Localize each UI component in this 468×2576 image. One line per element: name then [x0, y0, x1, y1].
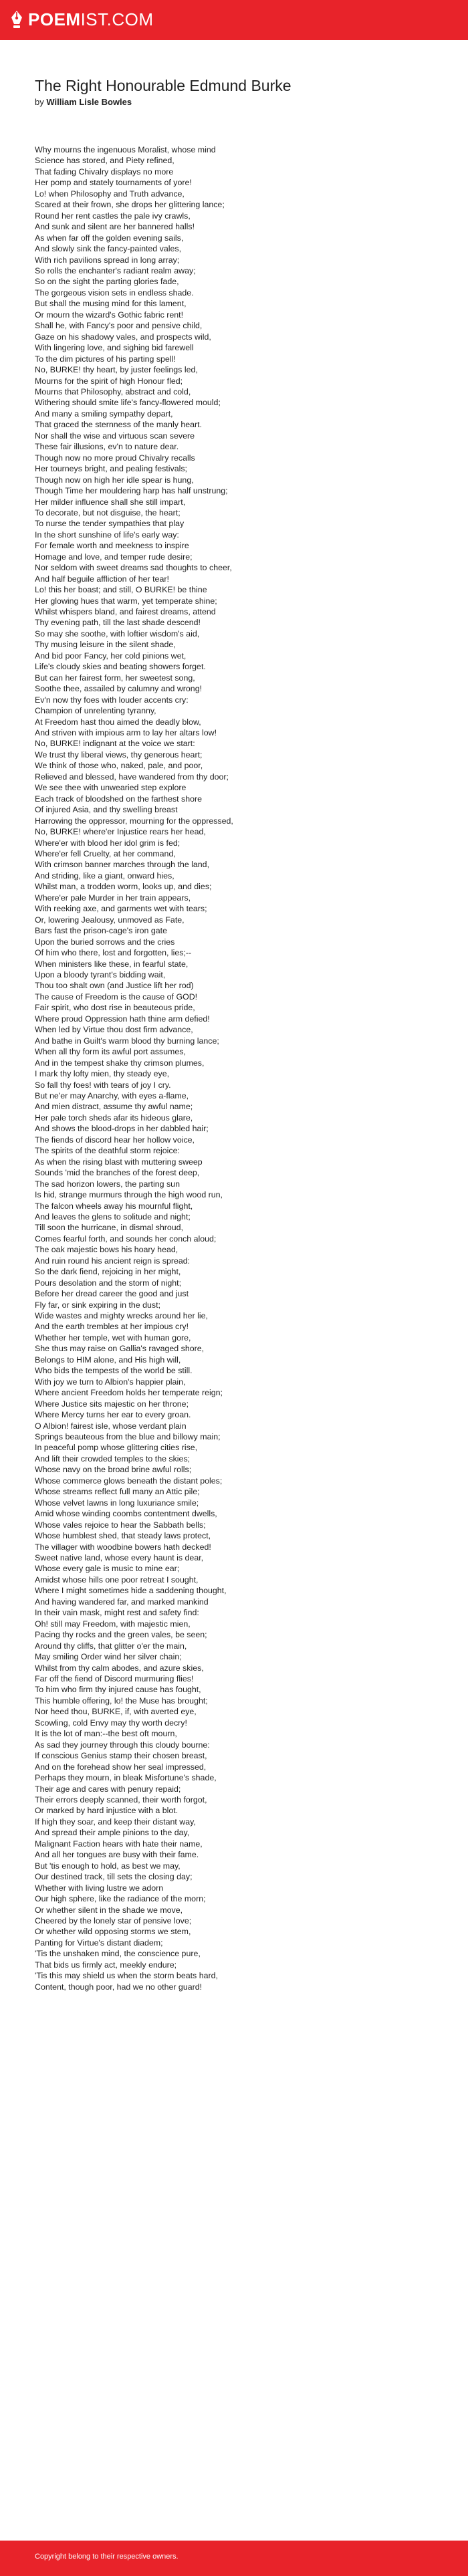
poem-line: Where Justice sits majestic on her throne;: [35, 1399, 189, 1409]
pen-nib-icon: [9, 9, 24, 29]
poem-line: In peaceful pomp whose glittering cities rise,: [35, 1443, 198, 1453]
poem-line: Sounds 'mid the branches of the forest deep,: [35, 1168, 200, 1178]
poem-line: Round her rent castles the pale ivy crawls,: [35, 211, 191, 221]
poem-line: Whose navy on the broad brine awful rolls;: [35, 1465, 192, 1475]
poem-line: Fly far, or sink expiring in the dust;: [35, 1300, 161, 1310]
poem-line: Though Time her mouldering harp has half unstrung;: [35, 486, 228, 496]
poem-line: The cause of Freedom is the cause of GOD!: [35, 991, 198, 1002]
poem-line: But 'tis enough to hold, as best we may,: [35, 1861, 181, 1871]
poem-line: Mourns that Philosophy, abstract and cold,: [35, 386, 191, 396]
poem-line: Belongs to HIM alone, and His high will,: [35, 1355, 181, 1365]
poem-line: May smiling Order wind her silver chain;: [35, 1652, 182, 1662]
poem-line: If high they soar, and keep their distant way,: [35, 1817, 196, 1827]
poem-line: Mourns for the spirit of high Honour fled;: [35, 376, 183, 386]
poem-line: Of him who there, lost and forgotten, lies;--: [35, 948, 192, 958]
poem-line: Where I might sometimes hide a saddening thought,: [35, 1586, 227, 1596]
poem-line: To the dim pictures of his parting spell!: [35, 354, 176, 364]
poem-body: [35, 144, 436, 1992]
poem-line: Though now no more proud Chivalry recalls: [35, 453, 195, 463]
poem-line: With crimson banner marches through the land,: [35, 860, 210, 870]
poem-line: So rolls the enchanter's radiant realm away;: [35, 265, 196, 275]
poem-line: And mien distract, assume thy awful name;: [35, 1102, 193, 1112]
poem-line: We think of those who, naked, pale, and poor,: [35, 761, 203, 771]
poem-line: And leaves the glens to solitude and night;: [35, 1211, 191, 1221]
poem-line: Pacing thy rocks and the green vales, be seen;: [35, 1630, 207, 1640]
poem-line: Scared at their frown, she drops her glittering lance;: [35, 200, 225, 210]
poem-line: And many a smiling sympathy depart,: [35, 408, 173, 419]
poem-line: In the short sunshine of life's early way:: [35, 530, 179, 540]
poem-line: Amidst whose hills one poor retreat I sought,: [35, 1574, 199, 1585]
poem-line: At Freedom hast thou aimed the deadly blow,: [35, 717, 201, 727]
poem-title: The Right Honourable Edmund Burke: [35, 77, 291, 94]
poem-line: With joy we turn to Albion's happier plain,: [35, 1377, 186, 1387]
logo-text-light: IST.COM: [80, 9, 154, 29]
poem-line: Perhaps they mourn, in bleak Misfortune's shade,: [35, 1773, 217, 1783]
poem-line: And striding, like a giant, onward hies,: [35, 870, 174, 881]
poem-line: And the earth trembles at her impious cry!: [35, 1322, 189, 1332]
poem-line: Upon the buried sorrows and the cries: [35, 937, 175, 947]
poem-line: Champion of unrelenting tyranny,: [35, 706, 156, 716]
poem-line: And spread their ample pinions to the day,: [35, 1828, 190, 1838]
poem-line: The gorgeous vision sets in endless shade.: [35, 287, 194, 298]
poem-line: Or whether wild opposing storms we stem,: [35, 1927, 191, 1937]
logo-text-strong: POEM: [28, 9, 81, 29]
poem-line: Harrowing the oppressor, mourning for the oppressed,: [35, 816, 233, 826]
poem-line: Her tourneys bright, and pealing festivals;: [35, 464, 187, 474]
poem-line: With lingering love, and sighing bid farewell: [35, 343, 194, 353]
poem-line: To decorate, but not disguise, the heart;: [35, 507, 181, 517]
poem-line: Homage and love, and temper rude desire;: [35, 552, 193, 562]
poem-line: Bars fast the prison-cage's iron gate: [35, 926, 167, 936]
by-label: by: [35, 97, 44, 107]
footer-bar: [0, 2541, 468, 2576]
poem-line: Oh! still may Freedom, with majestic mien,: [35, 1619, 191, 1629]
poem-line: It is the lot of man:--the best oft mourn,: [35, 1729, 177, 1739]
poem-line: Whether with living lustre we adorn: [35, 1883, 164, 1893]
poem-line: Their age and cares with penury repaid;: [35, 1784, 181, 1794]
poem-line: And ruin round his ancient reign is spread:: [35, 1256, 191, 1266]
poem-line: The oak majestic bows his hoary head,: [35, 1245, 179, 1255]
poem-line: Malignant Faction hears with hate their name,: [35, 1839, 203, 1849]
poem-line: Gaze on his shadowy vales, and prospects wild,: [35, 332, 211, 342]
poem-line: Where Mercy turns her ear to every groan.: [35, 1410, 191, 1420]
poem-line: Upon a bloody tyrant's bidding wait,: [35, 969, 166, 979]
poem-line: So may she soothe, with loftier wisdom's aid,: [35, 628, 200, 638]
poem-line: Whether her temple, wet with human gore,: [35, 1332, 191, 1342]
poem-line: Whose velvet lawns in long luxuriance smile;: [35, 1498, 199, 1508]
poem-line: Around thy cliffs, that glitter o'er the main,: [35, 1641, 187, 1651]
poem-line: And slowly sink the fancy-painted vales,: [35, 244, 182, 254]
poem-line: The spirits of the deathful storm rejoice:: [35, 1146, 180, 1156]
poem-line: Where ancient Freedom holds her temperate reign;: [35, 1388, 223, 1398]
poem-line: Cheered by the lonely star of pensive love;: [35, 1915, 192, 1925]
poem-line: 'Tis the unshaken mind, the conscience pure,: [35, 1949, 201, 1959]
poem-line: Her pomp and stately tournaments of yore!: [35, 178, 192, 188]
poem-line: Pours desolation and the storm of night;: [35, 1278, 182, 1288]
poem-line: Scowling, cold Envy may thy worth decry!: [35, 1718, 187, 1728]
poem-line: Content, though poor, had we no other guard!: [35, 1982, 203, 1992]
poem-line: And sunk and silent are her bannered halls!: [35, 222, 195, 232]
poem-line: Whose commerce glows beneath the distant poles;: [35, 1476, 223, 1486]
poem-line: I mark thy lofty mien, thy steady eye,: [35, 1069, 170, 1079]
poem-line: Springs beauteous from the blue and billowy main;: [35, 1432, 221, 1442]
poem-line: Her glowing hues that warm, yet temperate shine;: [35, 596, 217, 606]
poem-line: These fair illusions, ev'n to nature dear.: [35, 442, 179, 452]
poem-line: We trust thy liberal views, thy generous heart;: [35, 749, 203, 759]
poem-line: Or whether silent in the shade we move,: [35, 1905, 183, 1915]
poem-line: Whose vales rejoice to hear the Sabbath bells;: [35, 1520, 206, 1530]
poem-line: Nor heed thou, BURKE, if, with averted eye,: [35, 1707, 197, 1717]
poem-line: Relieved and blessed, have wandered from thy door;: [35, 772, 229, 782]
poem-line: And on the forehead show her seal impressed,: [35, 1762, 207, 1772]
site-logo[interactable]: [9, 9, 154, 29]
header-bar: [0, 0, 468, 40]
poem-line: Our destined track, till sets the closing day;: [35, 1872, 193, 1882]
poem-line: As when far off the golden evening sails,: [35, 233, 184, 243]
poem-line: Wide wastes and mighty wrecks around her lie,: [35, 1311, 208, 1321]
poem-line: And striven with impious arm to lay her altars low!: [35, 728, 217, 738]
poem-line: That graced the sternness of the manly heart.: [35, 420, 203, 430]
poem-line: The fiends of discord hear her hollow voice,: [35, 1135, 195, 1145]
poem-line: Who bids the tempests of the world be still.: [35, 1366, 193, 1376]
poem-line: That bids us firmly act, meekly endure;: [35, 1960, 177, 1970]
poem-line: Thou too shalt own (and Justice lift her rod): [35, 981, 194, 991]
poem-line: Her milder influence shall she still impart,: [35, 497, 186, 507]
poem-line: But ne'er may Anarchy, with eyes a-flame,: [35, 1090, 189, 1100]
poem-line: Sweet native land, whose every haunt is dear,: [35, 1553, 204, 1562]
poem-line: Panting for Virtue's distant diadem;: [35, 1938, 163, 1948]
poem-line: Lo! when Philosophy and Truth advance,: [35, 189, 185, 199]
poem-line: Lo! this her boast; and still, O BURKE! be thine: [35, 585, 207, 595]
poem-line: To him who firm thy injured cause has fought,: [35, 1685, 201, 1695]
poem-line: As when the rising blast with muttering sweep: [35, 1157, 203, 1167]
poem-line: Nor shall the wise and virtuous scan severe: [35, 431, 195, 441]
poem-line: And having wandered far, and marked mankind: [35, 1597, 209, 1607]
poem-line: Amid whose winding coombs contentment dwells,: [35, 1509, 217, 1519]
poem-line: Or, lowering Jealousy, unmoved as Fate,: [35, 915, 185, 925]
poem-line: Whose streams reflect full many an Attic pile;: [35, 1487, 200, 1497]
poem-line: When all thy form its awful port assumes,: [35, 1047, 186, 1057]
poem-line: The falcon wheels away his mournful flight,: [35, 1201, 193, 1211]
poem-line: Fair spirit, who dost rise in beauteous pride,: [35, 1003, 195, 1013]
poem-line: Shall he, with Fancy's poor and pensive child,: [35, 321, 203, 331]
poem-line: Our high sphere, like the radiance of the morn;: [35, 1894, 206, 1904]
poem-line: And bid poor Fancy, her cold pinions wet,: [35, 651, 187, 661]
poem-line: The sad horizon lowers, the parting sun: [35, 1179, 180, 1189]
poem-line: Where'er with blood her idol grim is fed;: [35, 838, 181, 848]
poem-line: When ministers like these, in fearful state,: [35, 959, 189, 969]
poem-line: And bathe in Guilt's warm blood thy burning lance;: [35, 1036, 219, 1046]
poem-line: So on the sight the parting glories fade,: [35, 277, 179, 287]
poem-line: No, BURKE! where'er Injustice rears her head,: [35, 827, 206, 837]
poem-line: With rich pavilions spread in long array;: [35, 255, 180, 265]
poem-line: In their vain mask, might rest and safety find:: [35, 1608, 199, 1618]
poem-line: Why mourns the ingenuous Moralist, whose mind: [35, 145, 216, 154]
poem-line: So fall thy foes! with tears of joy I cry.: [35, 1080, 171, 1090]
poem-line: Or marked by hard injustice with a blot.: [35, 1806, 179, 1816]
author-link[interactable]: William Lisle Bowles: [46, 97, 132, 107]
poem-line: Each track of bloodshed on the farthest shore: [35, 794, 203, 804]
poem-line: Comes fearful forth, and sounds her conch aloud;: [35, 1234, 217, 1244]
poem-line: Is hid, strange murmurs through the high wood run,: [35, 1190, 223, 1200]
poem-line: As sad they journey through this cloudy bourne:: [35, 1740, 210, 1750]
poem-line: And lift their crowded temples to the skies;: [35, 1453, 191, 1463]
poem-line: 'Tis this may shield us when the storm beats hard,: [35, 1971, 218, 1981]
poem-line: Whose humblest shed, that steady laws protect,: [35, 1531, 211, 1541]
poem-line: Withering should smite life's fancy-flowered mould;: [35, 398, 221, 408]
poem-line: Far off the fiend of Discord murmuring flies!: [35, 1673, 194, 1683]
poem-line: And half beguile affliction of her tear!: [35, 574, 169, 584]
poem-line: Till soon the hurricane, in dismal shroud,: [35, 1223, 183, 1233]
poem-line: But can her fairest form, her sweetest song,: [35, 673, 195, 683]
poem-line: Where'er fell Cruelty, at her command,: [35, 849, 176, 858]
poem-line: Whilst whispers bland, and fairest dreams, attend: [35, 607, 216, 617]
poem-line: Life's cloudy skies and beating showers forget.: [35, 662, 206, 672]
poem-line: That fading Chivalry displays no more: [35, 166, 174, 177]
poem-line: When led by Virtue thou dost firm advance,: [35, 1025, 193, 1035]
poem-line: The villager with woodbine bowers hath decked!: [35, 1542, 211, 1552]
poem-line: Of injured Asia, and thy swelling breast: [35, 805, 178, 815]
poem-line: Where'er pale Murder in her train appears,: [35, 893, 191, 903]
poem-line: Whilst from thy calm abodes, and azure skies,: [35, 1663, 204, 1673]
poem-line: But shall the musing mind for this lament,: [35, 299, 187, 309]
poem-line: Ev'n now thy foes with louder accents cry:: [35, 695, 189, 705]
poem-line: If conscious Genius stamp their chosen breast,: [35, 1751, 207, 1761]
poem-line: She thus may raise on Gallia's ravaged shore,: [35, 1344, 205, 1354]
byline: [35, 96, 436, 108]
poem-line: Nor seldom with sweet dreams sad thoughts to cheer,: [35, 563, 232, 573]
poem-line: No, BURKE! thy heart, by juster feelings led,: [35, 365, 198, 375]
poem-line: For female worth and meekness to inspire: [35, 541, 189, 551]
poem-line: Science has stored, and Piety refined,: [35, 156, 174, 166]
poem-line: Thy musing leisure in the silent shade,: [35, 640, 176, 650]
poem-line: To nurse the tender sympathies that play: [35, 519, 185, 529]
poem-line: With reeking axe, and garments wet with tears;: [35, 904, 207, 914]
poem-line: Soothe thee, assailed by calumny and wrong!: [35, 684, 203, 694]
poem-line: Though now on high her idle spear is hung,: [35, 475, 194, 485]
poem-line: We see thee with unwearied step explore: [35, 783, 187, 793]
poem-line: No, BURKE! indignant at the voice we start:: [35, 739, 195, 749]
poem-line: Their errors deeply scanned, their worth forgot,: [35, 1794, 207, 1804]
copyright-text: Copyright belong to their respective owners.: [35, 2553, 179, 2561]
poem-line: Before her dread career the good and just: [35, 1289, 189, 1299]
poem-line: Where proud Oppression hath thine arm defied!: [35, 1014, 210, 1024]
poem-line: Whose every gale is music to mine ear;: [35, 1564, 180, 1574]
poem-line: Whilst man, a trodden worm, looks up, and dies;: [35, 882, 212, 892]
poem-line: This humble offering, lo! the Muse has brought;: [35, 1695, 208, 1706]
poem-line: So the dark fiend, rejoicing in her might,: [35, 1267, 181, 1277]
poem-line: And shows the blood-drops in her dabbled hair;: [35, 1124, 209, 1134]
poem-line: O Albion! fairest isle, whose verdant plain: [35, 1421, 187, 1431]
poem-line: Or mourn the wizard's Gothic fabric rent!: [35, 310, 184, 320]
poem-line: Her pale torch sheds afar its hideous glare,: [35, 1113, 193, 1123]
poem-line: And all her tongues are busy with their fame.: [35, 1850, 199, 1860]
poem-header: [35, 76, 436, 108]
poem-line: Thy evening path, till the last shade descend!: [35, 618, 201, 628]
poem-line: And in the tempest shake thy crimson plumes,: [35, 1058, 205, 1068]
